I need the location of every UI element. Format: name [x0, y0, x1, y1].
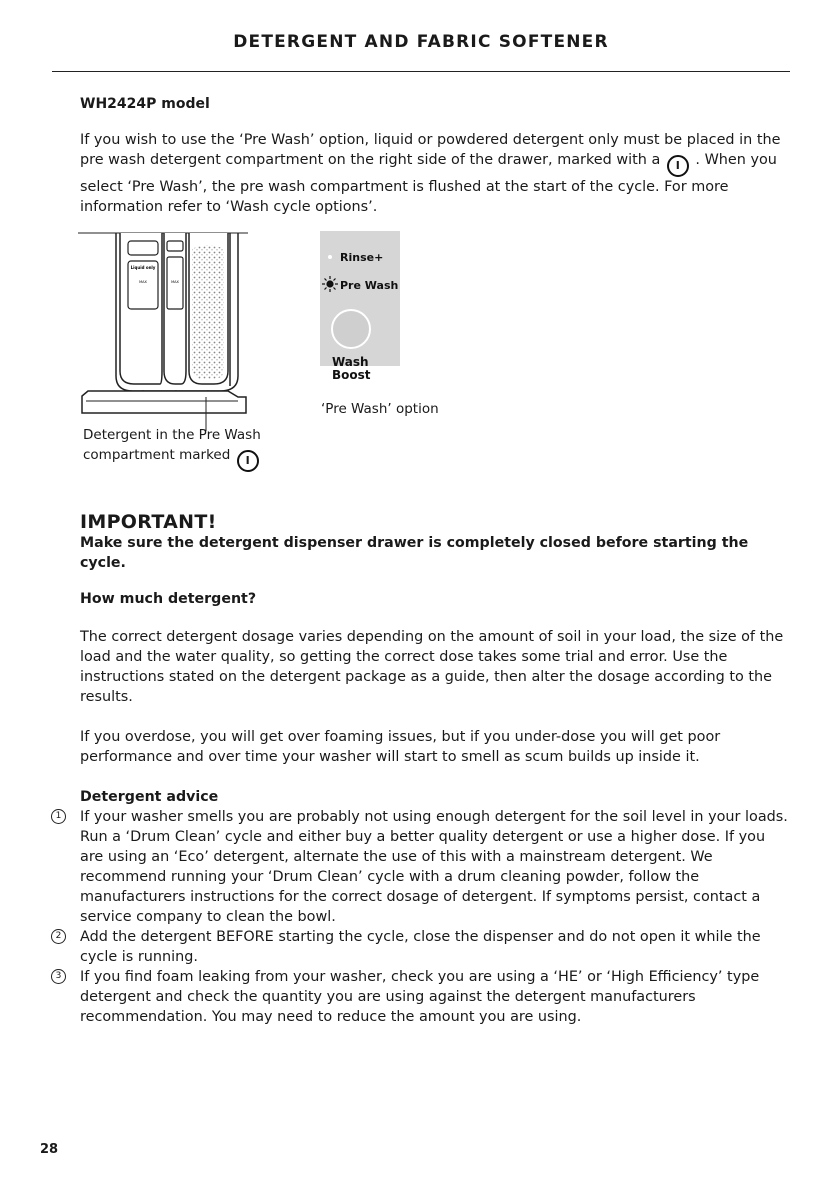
panel-rinse-label: Rinse+: [340, 251, 384, 264]
page-content: [55, 90, 792, 1027]
how-much-paragraph-1: The correct detergent dosage varies depending on the amount of soil in your load, the size of the load and the water quality, so getting the correct dose takes some trial and error. Use the instructions stated on the detergent package as a guide, then alter the dosage according to the results.: [80, 629, 784, 705]
advice-item-text: If you find foam leaking from your washer, check you are using a ‘HE’ or ‘High Efficiency’ type detergent and check the quantity you are using against the detergent manufacturers recommendation. You may need to reduce the amount you are using.: [80, 969, 760, 1025]
drawer-label-liquid: Liquid only: [130, 265, 156, 270]
prewash-panel-illustration: [320, 231, 400, 382]
advice-item-text: Add the detergent BEFORE starting the cycle, close the dispenser and do not open it while the cycle is running.: [80, 929, 761, 965]
advice-number-badge: 3: [51, 969, 66, 984]
advice-number-badge: 2: [51, 929, 66, 944]
dispenser-drawer-illustration: [78, 231, 248, 421]
panel-boost-label: Boost: [332, 368, 371, 382]
intro-paragraph: [80, 130, 792, 217]
advice-item-text: If your washer smells you are probably not using enough detergent for the soil level in your loads. Run a ‘Drum Clean’ cycle and either buy a better quality detergent or use a higher dose. If you are using an ‘Eco’ detergent, alternate the use of this with a mainstream detergent. We recommend running your ‘Drum Clean’ cycle with a drum cleaning powder, follow the manufacturers instructions for the correct dosage of detergent. If symptoms persist, contact a service company to clean the bowl.: [80, 809, 788, 925]
prewash-symbol-icon-caption: I: [237, 450, 259, 472]
drawer-label-max-1: MAX: [139, 280, 147, 284]
panel-prewash-label: Pre Wash: [340, 279, 399, 292]
wash-boost-button: [332, 310, 370, 348]
drawer-caption-line-1: Detergent in the Pre Wash: [83, 427, 261, 443]
important-text: Make sure the detergent dispenser drawer is completely closed before starting the cycle.: [80, 535, 749, 571]
advice-item: [55, 967, 792, 1027]
intro-text-1: If you wish to use the ‘Pre Wash’ option, liquid or powdered detergent only must be placed in the pre wash detergent compartment on the right side of the drawer, marked with a: [80, 132, 781, 168]
page-header: [52, 30, 790, 72]
advice-heading: Detergent advice: [80, 789, 219, 805]
intro-text-2: . When you select ‘Pre Wash’, the pre wash compartment is flushed at the start of the cycle. For more information refer to ‘Wash cycle options’.: [80, 152, 777, 215]
drawer-label-max-2: MAX: [171, 280, 179, 284]
figures-row: [80, 231, 792, 503]
advice-number-badge: 1: [51, 809, 66, 824]
how-much-paragraph-2: If you overdose, you will get over foaming issues, but if you under-dose you will get poor performance and over time your washer will start to smell as scum builds up inside it.: [80, 729, 721, 765]
prewash-symbol-icon: I: [667, 155, 689, 177]
drawer-caption-line-2: compartment marked: [83, 447, 231, 463]
drawer-caption: [83, 425, 303, 472]
page-number: 28: [40, 1142, 59, 1157]
rinse-indicator-icon: [328, 255, 332, 259]
model-title: WH2424P model: [80, 96, 210, 112]
panel-caption: ‘Pre Wash’ option: [321, 401, 439, 417]
advice-item: [55, 927, 792, 967]
how-much-heading: How much detergent?: [80, 591, 257, 607]
page-title: DETERGENT AND FABRIC SOFTENER: [233, 32, 609, 52]
advice-item: [55, 807, 792, 927]
panel-wash-label: Wash: [332, 355, 369, 369]
important-heading: IMPORTANT!: [80, 511, 217, 533]
